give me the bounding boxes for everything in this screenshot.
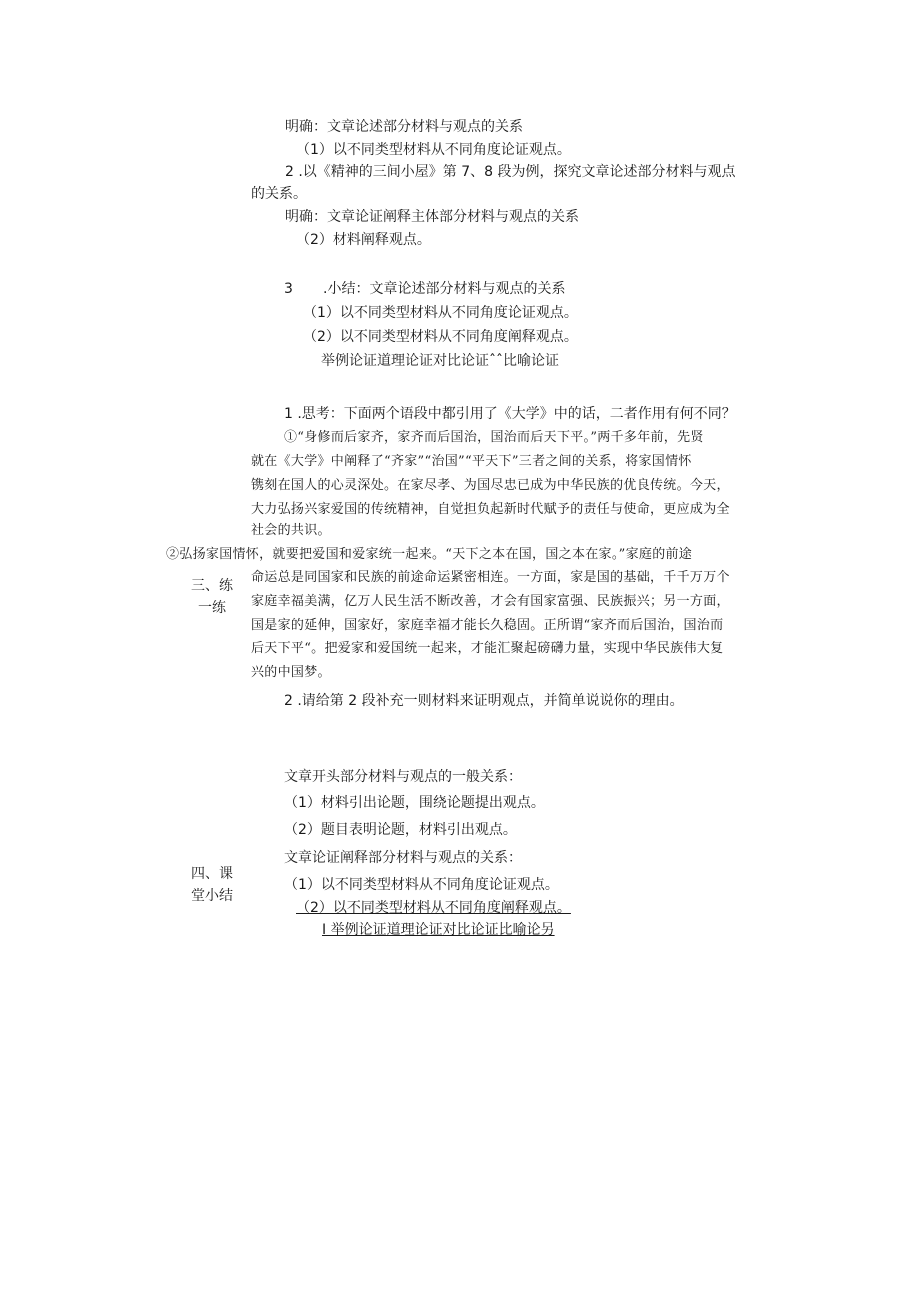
practice-question-1: 1 .思考：下面两个语段中都引用了《大学》中的话，二者作用有何不同？: [284, 406, 736, 422]
summary-methods: 举例论证道理论证对比论证ˆˆ比喻论证: [321, 353, 559, 369]
passage-1-line: ①“身修而后家齐，家齐而后国治，国治而后天下平。”两千多年前，先贤: [284, 430, 704, 445]
passage-1-line: 大力弘扬兴家爱国的传统精神，自觉担负起新时代赋予的责任与使命，更应成为全: [251, 502, 730, 517]
passage-1-line: 镌刻在国人的心灵深处。在家尽孝、为国尽忠已成为中华民族的优良传统。今天，: [251, 478, 730, 493]
summary-body-title: 文章论证阐释部分材料与观点的关系：: [284, 850, 522, 866]
passage-1-line: 社会的共识。: [251, 523, 331, 538]
summary-title: .小结：文章论述部分材料与观点的关系: [323, 281, 566, 297]
summary-item-2: （2）以不同类型材料从不同角度阐释观点。: [303, 329, 578, 345]
passage-2-line: ②弘扬家国情怀，就要把爱国和爱家统一起来。“天下之本在国，国之本在家。”家庭的前途: [166, 547, 693, 562]
summary-intro-item-1: （1）材料引出论题，围绕论题提出观点。: [284, 795, 545, 811]
section-3-heading-line-2: 一练: [198, 600, 226, 616]
practice-question-2: 2 .请给第 2 段补充一则材料来证明观点，并简单说说你的理由。: [284, 693, 684, 709]
section-4-heading-line-1: 四、课: [191, 866, 233, 882]
question-2-line-2: 的关系。: [251, 186, 307, 202]
passage-2-line: 命运总是同国家和民族的前途命运紧密相连。一方面，家是国的基础，千千万万个: [251, 570, 730, 585]
clarify-1-item: （1）以不同类型材料从不同角度论证观点。: [296, 142, 571, 158]
summary-body-item-2: （2）以不同类型材料从不同角度阐释观点。: [296, 900, 571, 916]
summary-body-item-1: （1）以不同类型材料从不同角度论证观点。: [284, 877, 559, 893]
question-2-line-1: 2 .以《精神的三间小屋》第 7、8 段为例，探究文章论述部分材料与观点: [285, 164, 736, 180]
summary-item-1: （1）以不同类型材料从不同角度论证观点。: [303, 305, 578, 321]
section-3-heading: [182, 575, 242, 619]
summary-intro-title: 文章开头部分材料与观点的一般关系：: [284, 769, 522, 785]
section-3-heading-line-1: 三、练: [191, 578, 233, 594]
passage-2-line: 国是家的延伸，国家好，家庭幸福才能长久稳固。正所谓“家齐而后国治，国治而: [251, 618, 724, 633]
passage-2-line: 家庭幸福美满，亿万人民生活不断改善，才会有国家富强、民族振兴；另一方面，: [251, 594, 730, 609]
summary-body-methods: I 举例论证道理论证对比论证比喻论另: [322, 922, 555, 938]
summary-intro-item-2: （2）题目表明论题，材料引出观点。: [284, 822, 517, 838]
passage-2-line: 兴的中国梦。: [251, 665, 331, 680]
section-4-heading-line-2: 堂小结: [191, 888, 233, 904]
passage-2-line: 后天下平“。把爱家和爱国统一起来，才能汇聚起磅礴力量，实现中华民族伟大复: [251, 641, 724, 656]
section-4-heading: [180, 863, 244, 907]
passage-1-line: 就在《大学》中阐释了“齐家”“治国”“平天下”三者之间的关系，将家国情怀: [251, 454, 692, 469]
clarify-2-item: （2）材料阐释观点。: [296, 232, 431, 248]
clarify-2: 明确：文章论证阐释主体部分材料与观点的关系: [285, 209, 579, 225]
summary-number: 3: [284, 281, 293, 297]
clarify-1: 明确：文章论述部分材料与观点的关系: [285, 119, 523, 135]
